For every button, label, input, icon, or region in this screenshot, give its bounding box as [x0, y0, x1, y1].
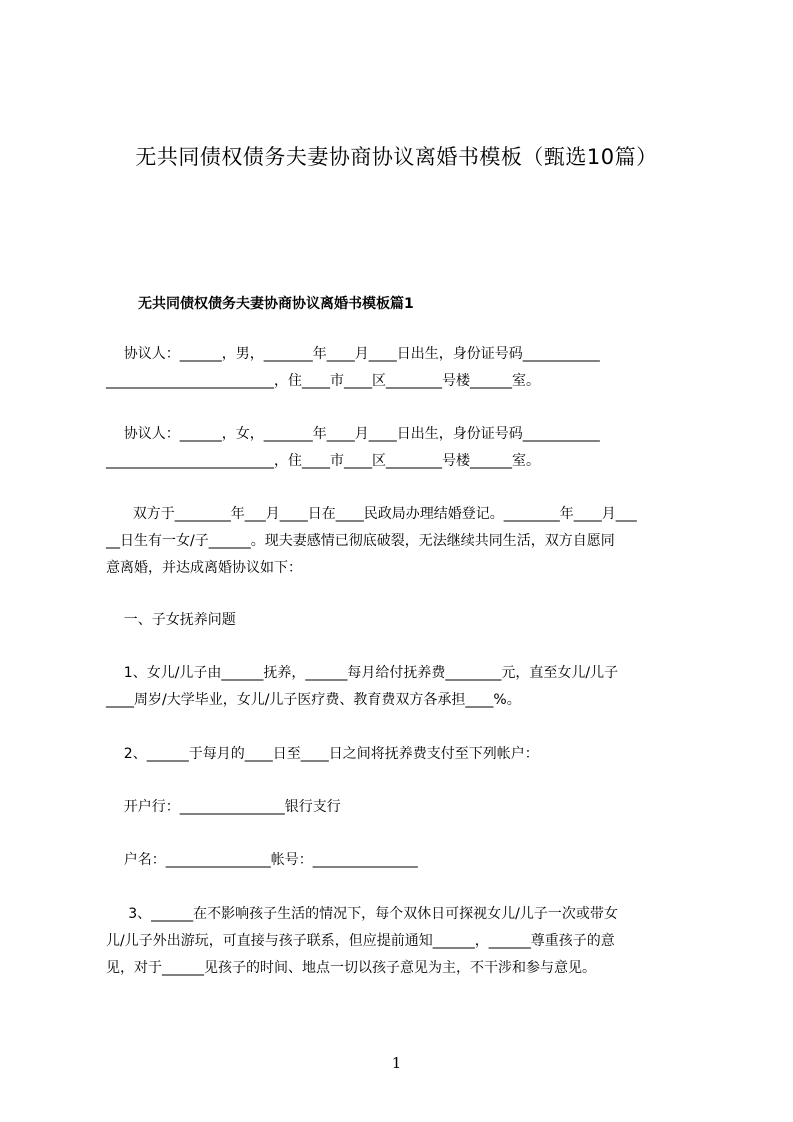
page-number: 1 [391, 1054, 402, 1072]
paragraph-line: 协议人：______，女，_______年____月____日出生，身份证号码___________ [106, 426, 600, 442]
paragraph-line: ________________________，住____市____区________号楼______室。 [106, 453, 540, 469]
paragraph-line: 开户行：_______________银行支行 [106, 799, 341, 815]
paragraph-line: 2、______于每月的____日至____日之间将抚养费支付至下列帐户： [106, 746, 539, 762]
paragraph-line: 见，对于______见孩子的时间、地点一切以孩子意见为主，不干涉和参与意见。 [106, 960, 596, 976]
paragraph-line: 户名：_______________帐号：_______________ [106, 852, 418, 868]
paragraph-line: 儿/儿子外出游玩，可直接与孩子联系，但应提前通知______，______尊重孩子的意 [106, 933, 615, 949]
document-title: 无共同债权债务夫妻协商协议离婚书模板（甄选10篇） [135, 145, 658, 169]
paragraph-line: 1、女儿/儿子由______抚养，______每月给付抚养费________元，直至女儿/儿子 [106, 665, 619, 681]
paragraph-line: ____周岁/大学毕业，女儿/儿子医疗费、教育费双方各承担____%。 [106, 692, 521, 708]
paragraph-line: 协议人：______，男，_______年____月____日出生，身份证号码___________ [106, 346, 600, 362]
paragraph-line: 意离婚，并达成离婚协议如下： [106, 560, 302, 576]
paragraph-line: 双方于________年___月____日在____民政局办理结婚登记。________年____月___ [106, 506, 637, 522]
section-title: 无共同债权债务夫妻协商协议离婚书模板篇1 [138, 296, 414, 312]
paragraph-line: __日生有一女/子______。现夫妻感情已彻底破裂，无法继续共同生活，双方自愿同 [106, 533, 615, 549]
paragraph-line: 3、______在不影响孩子生活的情况下，每个双休日可探视女儿/儿子一次或带女 [106, 906, 618, 922]
section-heading: 一、子女抚养问题 [106, 612, 236, 628]
paragraph-line: ________________________，住____市____区________号楼______室。 [106, 373, 540, 389]
